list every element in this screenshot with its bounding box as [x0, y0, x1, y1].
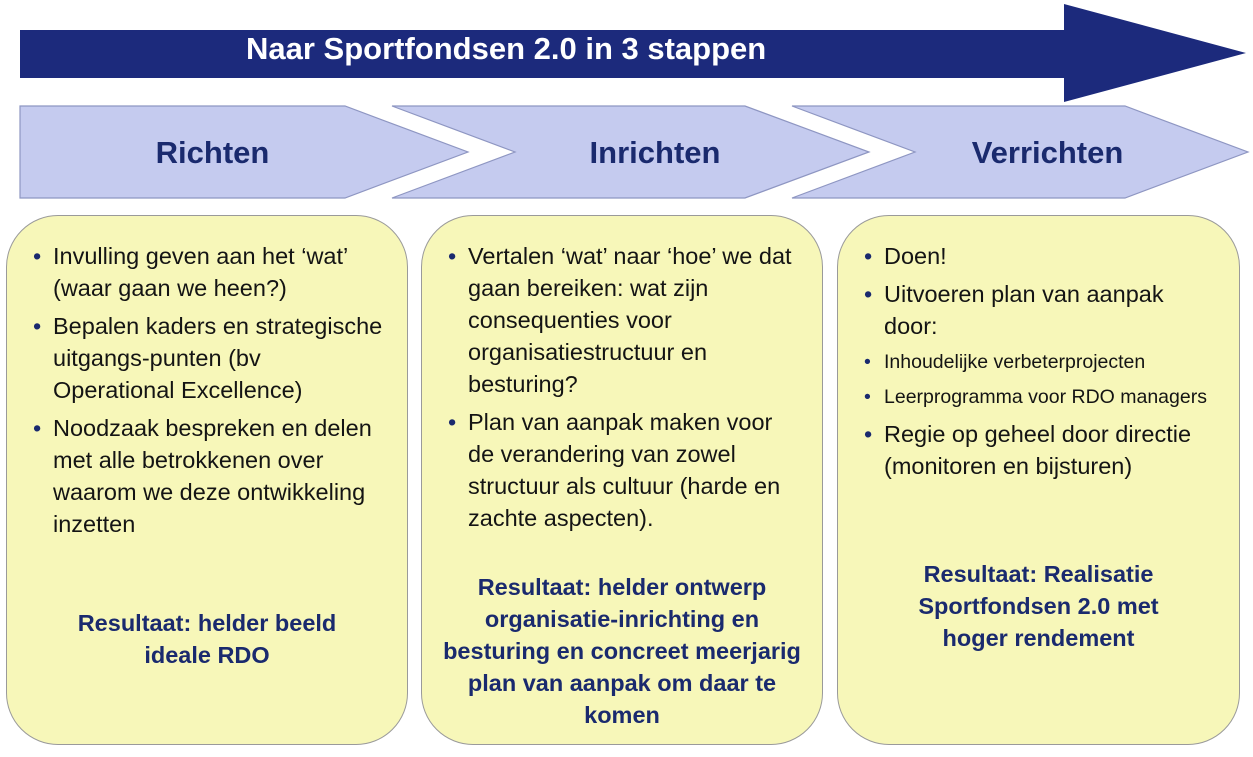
result-text: Resultaat: helder ontwerp organisatie-inrichting en besturing en concreet meerjarig plan van aanpak om daar te komen	[443, 574, 801, 728]
bullet-item: • Inhoudelijke verbeterprojecten	[864, 351, 1146, 373]
phase-label-verrichten: Verrichten	[971, 135, 1124, 170]
diagram-title: Naar Sportfondsen 2.0 in 3 stappen	[246, 31, 767, 66]
result-text: Resultaat: Realisatie Sportfondsen 2.0 met hoger rendement	[918, 561, 1159, 651]
result-text: Resultaat: helder beeld ideale RDO	[77, 610, 337, 668]
card-verrichten	[837, 215, 1240, 745]
bullet-item: • Noodzaak bespreken en delen met alle betrokkenen over waarom we deze ontwikkeling inzetten	[33, 415, 372, 537]
bullet-item: • Regie op geheel door directie (monitoren en bijsturen)	[864, 421, 1192, 479]
bullet-item: • Vertalen ‘wat’ naar ‘hoe’ we dat gaan bereiken: wat zijn consequenties voor organisatiestructuur en besturing?	[448, 243, 792, 397]
bullet-item: • Uitvoeren plan van aanpak door:	[864, 281, 1164, 339]
phase-label-richten: Richten	[155, 135, 270, 170]
card-richten	[6, 215, 408, 745]
phase-label-inrichten: Inrichten	[589, 135, 721, 170]
bullet-item: • Leerprogramma voor RDO managers	[864, 386, 1207, 408]
bullet-list	[864, 240, 1219, 488]
bullet-list	[33, 240, 387, 546]
bullet-item: • Invulling geven aan het ‘wat’ (waar gaan we heen?)	[33, 243, 348, 301]
bullet-list	[448, 240, 800, 540]
phase-chevrons	[0, 0, 1253, 205]
bullet-item: • Plan van aanpak maken voor de verandering van zowel structuur als cultuur (harde en zachte aspecten).	[448, 409, 781, 531]
bullet-item: • Doen!	[864, 243, 947, 269]
card-inrichten	[421, 215, 823, 745]
bullet-item: • Bepalen kaders en strategische uitgangs-punten (bv Operational Excellence)	[33, 313, 383, 403]
